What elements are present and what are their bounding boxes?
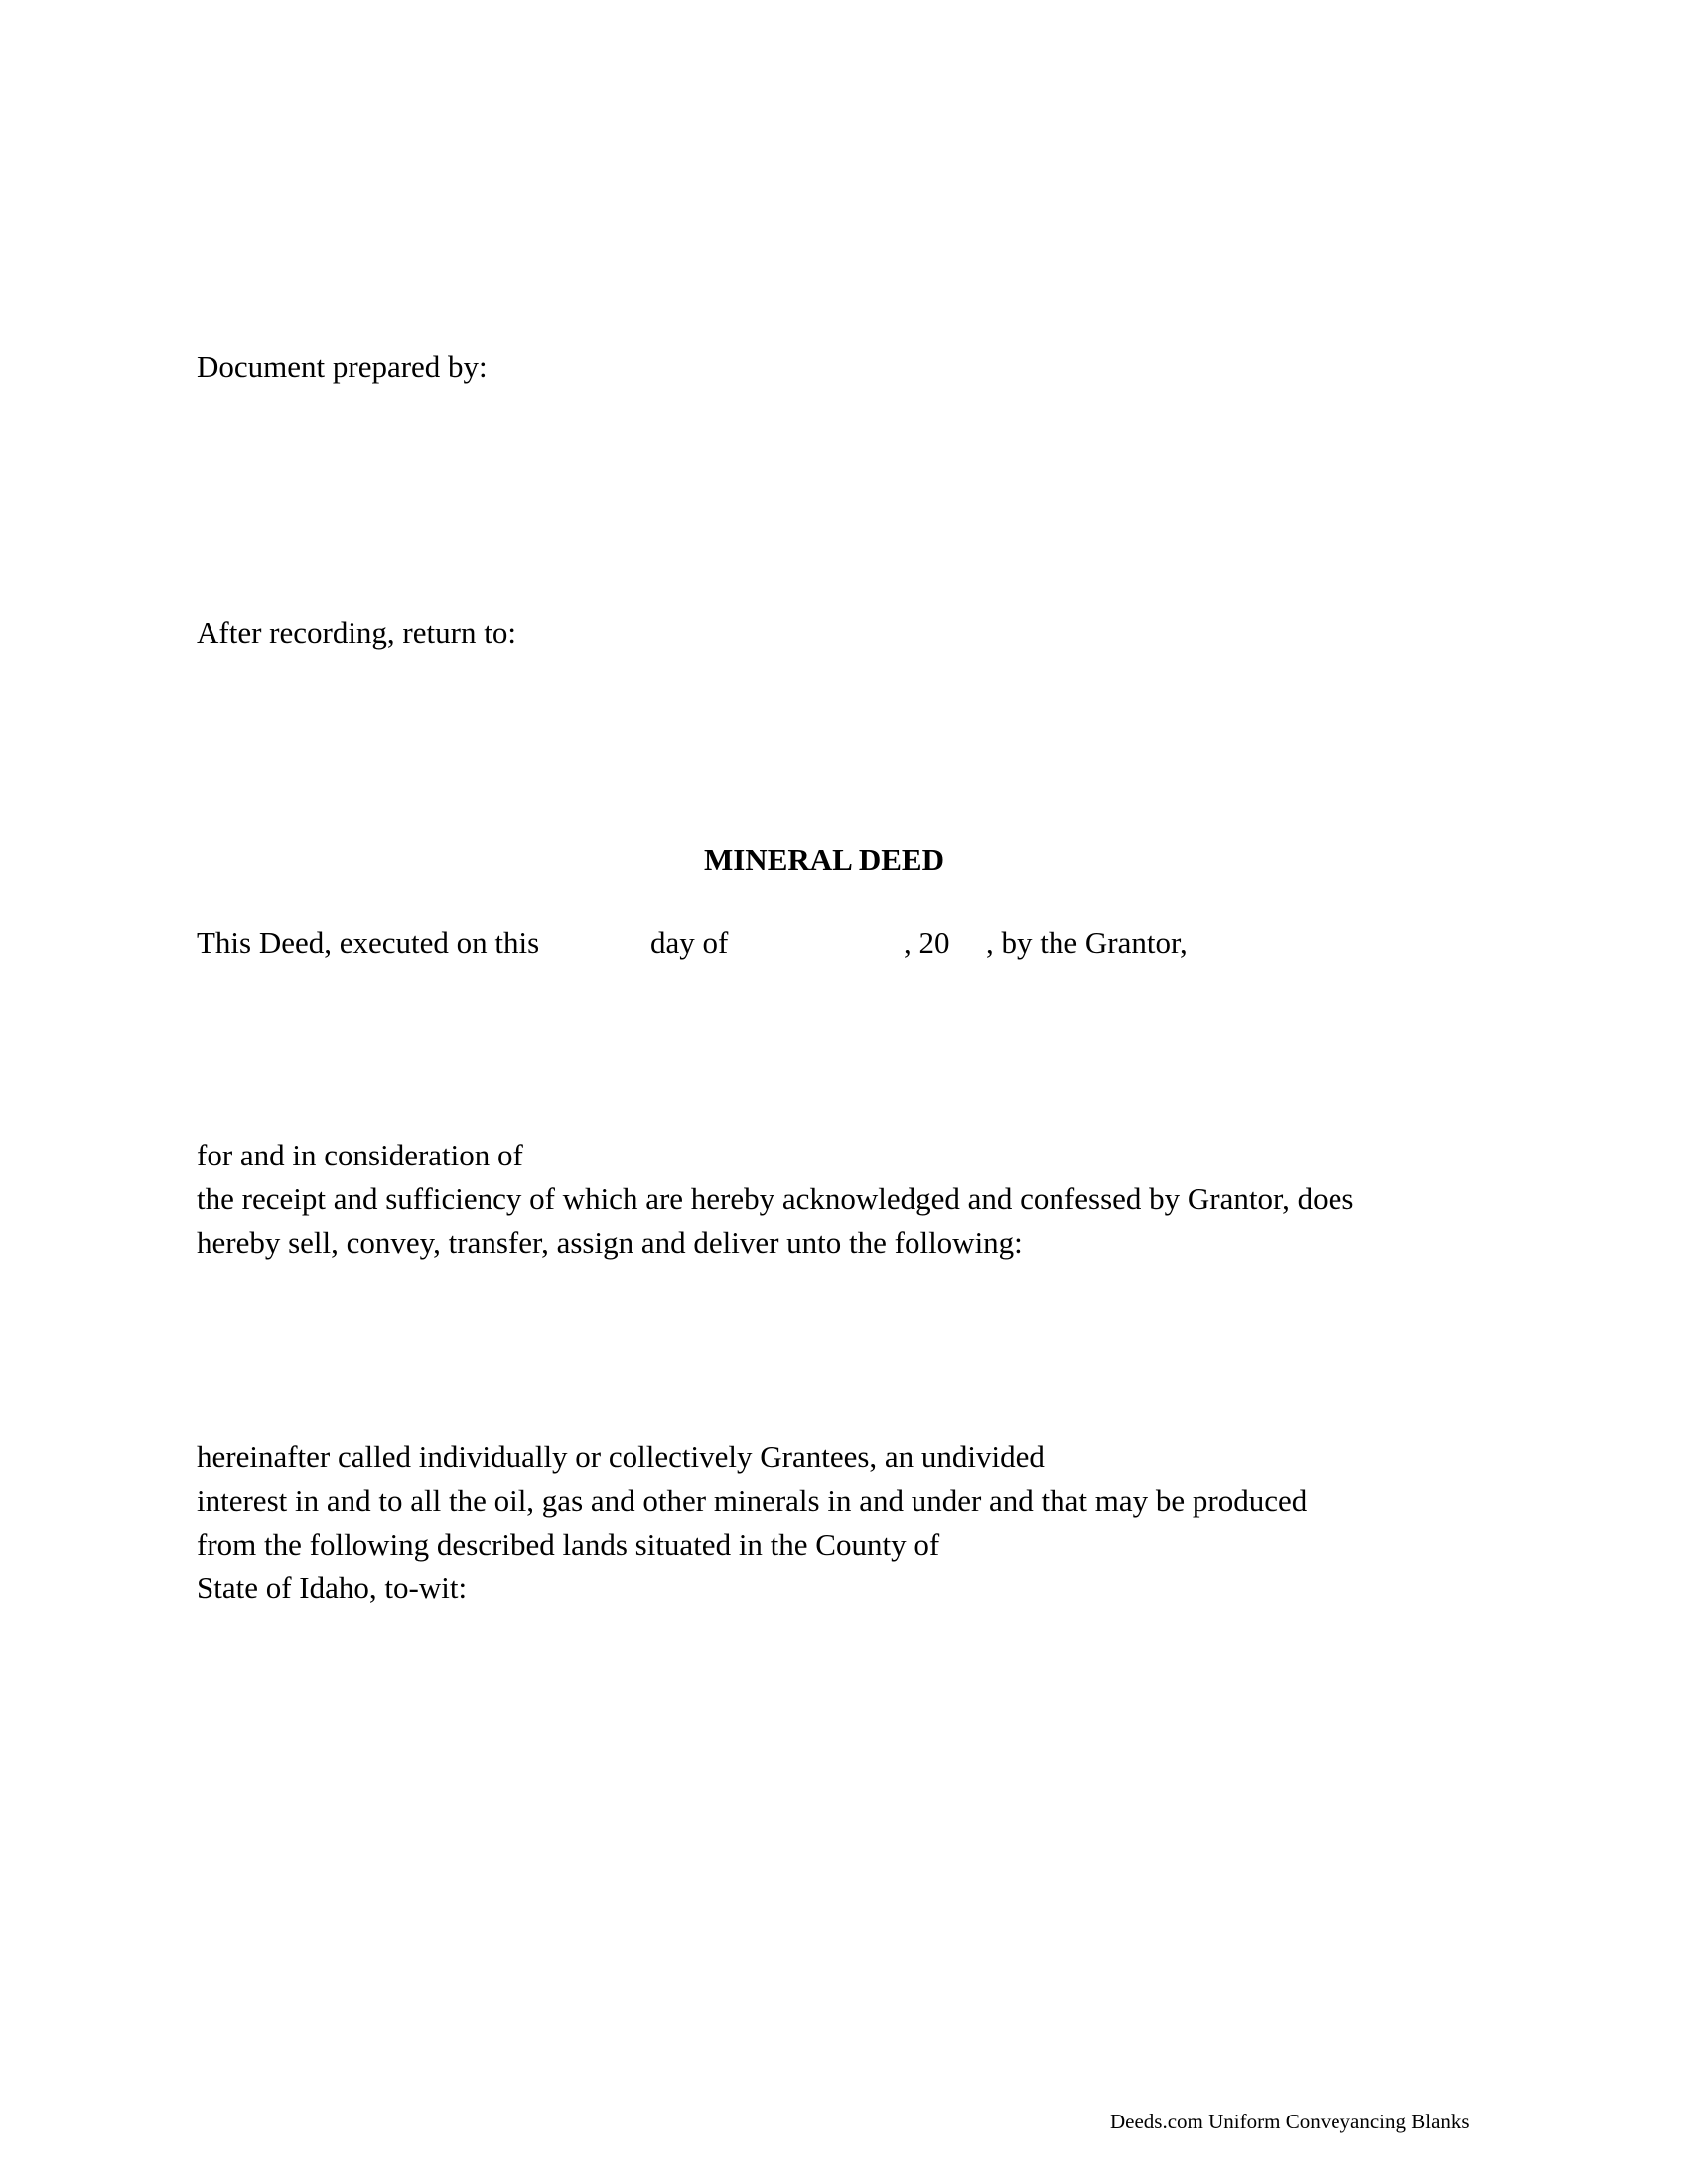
prepared-by-label: Document prepared by:: [197, 349, 488, 384]
consideration-line-2: the receipt and sufficiency of which are hereby acknowledged and confessed by Grantor, does: [197, 1181, 1354, 1216]
grant-line-4: State of Idaho, to-wit:: [197, 1570, 468, 1605]
consideration-line-3: hereby sell, convey, transfer, assign and deliver unto the following:: [197, 1225, 1023, 1260]
grant-line-2: interest in and to all the oil, gas and other minerals in and under and that may be produced: [197, 1483, 1308, 1518]
execution-text-day-of: day of: [650, 925, 729, 960]
execution-text-start: This Deed, executed on this: [197, 925, 540, 960]
document-title: MINERAL DEED: [703, 842, 944, 877]
grant-line-3: from the following described lands situated in the County of: [197, 1527, 940, 1562]
execution-text-grantor: , by the Grantor,: [986, 925, 1188, 960]
execution-text-year: , 20: [904, 925, 950, 960]
page-footer: Deeds.com Uniform Conveyancing Blanks: [1110, 2110, 1470, 2133]
grant-line-1: hereinafter called individually or collectively Grantees, an undivided: [197, 1439, 1045, 1474]
consideration-line-1: for and in consideration of: [197, 1138, 523, 1172]
return-to-label: After recording, return to:: [197, 615, 516, 650]
